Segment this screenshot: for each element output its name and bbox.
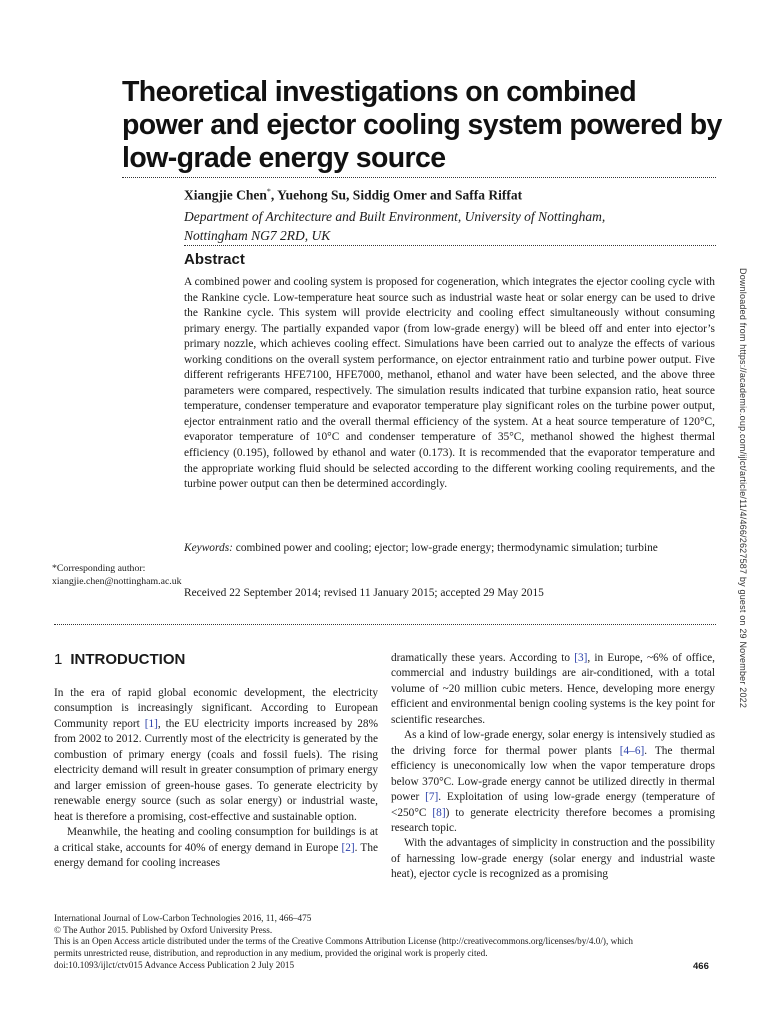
corresponding-label: *Corresponding author: [52, 563, 146, 574]
text-run: dramatically these years. According to [391, 652, 575, 664]
text-run: Meanwhile, the heating and cooling consumption for buildings is at a critical stake, accounts for 40% of energy demand in Europe [54, 826, 378, 854]
citation-link[interactable]: [7] [425, 791, 439, 804]
page-footer [54, 913, 714, 972]
text-run: ) to generate electricity therefore becomes a promising research topic. [391, 806, 715, 834]
title-divider [122, 177, 716, 178]
text-run: As a kind of low-grade energy, solar energy is intensively studied as the driving force for thermal power plants [391, 729, 715, 757]
corresponding-mark: * [266, 187, 271, 196]
abstract-text: A combined power and cooling system is proposed for cogeneration, which integrates the ejector cooling cycle with the Rankine cycle. Low-temperature heat source such as industrial waste heat or solar energy can be used to drive the Rankine cycle. This system will provide electricity and cooling effect simultaneously without consuming primary energy. The partially expanded vapor (from low-grade energy) will be bleed off and enter into ejector’s primary nozzle, which achieves cooling effect. Simulations have been carried out to analyze the effects of various working conditions on the overall system performance, on ejector entrainment ratio and turbine power output. Five different refrigerants HFE7100, HFE7000, methanol, ethanol and water have been selected, and the above three parameters were compared, respectively. The simulation results indicated that turbine expansion ratio, heat source temperature, condenser temperature and evaporator temperature play significant roles on the turbine power output, ejector entrainment ratio and the overall thermal efficiency of the system. At a heat source temperature of 120°C, evaporator temperature of 10°C and condenser temperature of 35°C, methanol showed the highest thermal efficiency (0.195), followed by ethanol and water (0.173). It is recommended that the evaporator temperature and the appropriate working fluid should be selected according to the different working cooling requirements, and the turbine power output can then be determined accordingly. [184, 276, 715, 491]
section-number: 1 [54, 651, 63, 668]
paragraph [54, 686, 378, 825]
affiliation [184, 207, 605, 245]
text-run: . The energy demand for cooling increases [54, 841, 378, 869]
keywords-text: combined power and cooling; ejector; low-grade energy; thermodynamic simulation; turbine [232, 542, 658, 554]
article-title: Theoretical investigations on combined power and ejector cooling system powered by low-grade energy source [122, 76, 722, 174]
journal-citation: International Journal of Low-Carbon Technologies 2016, 11, 466–475 [54, 913, 312, 923]
section-title: INTRODUCTION [70, 651, 186, 668]
corresponding-author-note [52, 562, 182, 588]
body-column-left [54, 686, 378, 871]
text-run: , the EU electricity imports increased by 28% from 2002 to 2012. Currently most of the electricity is generated by the combustion of primary energy (coals and fossil fuels). The rising electricity demand will result in greater consumption of primary energy and larger emission of green-house gases. To generate electricity by renewable energy source (such as solar energy) or industrial waste, heat is therefore a promising, cost-effective and sustainable option. [54, 717, 378, 823]
text-run: . The thermal efficiency is uneconomically low when the vapor temperature drops below 370°C. Low-grade energy cannot be utilized directly in thermal power [391, 744, 716, 804]
affiliation-line-2: Nottingham NG7 2RD, UK [184, 228, 331, 243]
citation-link[interactable]: [1] [144, 717, 158, 730]
text-run: . Exploitation of using low-grade energy (temperature of <250°C [391, 791, 715, 819]
body-column-right [391, 651, 715, 883]
abstract-heading: Abstract [184, 251, 245, 268]
citation-link[interactable]: [2] [341, 841, 355, 854]
first-author[interactable]: Xiangjie Chen [184, 187, 267, 203]
affiliation-divider [184, 245, 716, 246]
corresponding-email[interactable]: xiangjie.chen@nottingham.ac.uk [52, 576, 182, 587]
license-line-1[interactable]: This is an Open Access article distributed under the terms of the Creative Commons Attribution License (http://creativecommons.org/licenses/by/4.0/), which [54, 936, 634, 947]
paragraph [391, 728, 715, 836]
paragraph [391, 836, 715, 882]
front-matter-divider [54, 624, 716, 625]
section-heading [54, 651, 185, 668]
license-line-2: permits unrestricted reuse, distribution, and reproduction in any medium, provided the original work is properly cited. [54, 948, 488, 959]
citation-link[interactable]: [4–6] [619, 744, 645, 757]
paragraph [391, 651, 715, 728]
text-run: In the era of rapid global economic development, the electricity consumption is increasingly significant. According to European Community report [54, 687, 378, 730]
keywords-label: Keywords: [184, 542, 233, 554]
doi-line[interactable]: doi:10.1093/ijlct/ctv015 Advance Access Publication 2 July 2015 [54, 959, 295, 970]
affiliation-line-1: Department of Architecture and Built Environment, University of Nottingham, [184, 209, 606, 224]
other-authors: , Yuehong Su, Siddig Omer and Saffa Riffat [270, 187, 523, 203]
author-list [184, 187, 522, 204]
download-watermark: Downloaded from https://academic.oup.com/ijlct/article/11/4/466/2627587 by guest on 29 November 2022 [738, 268, 748, 709]
citation-link[interactable]: [8] [432, 806, 446, 819]
paragraph [54, 825, 378, 871]
keywords [184, 541, 715, 557]
text-run: With the advantages of simplicity in construction and the possibility of harnessing low-grade energy (solar energy and industrial waste heat), ejector cycle is recognized as a promising [391, 837, 715, 881]
text-run: , in Europe, ~6% of office, commercial and industry buildings are air-conditioned, with a total volume of ~20 million cubic meters. Hence, developing more energy efficient and environmental benign cooling systems is the key point for scientific researches. [391, 652, 715, 726]
citation-link[interactable]: [3] [574, 652, 588, 664]
copyright-line: © The Author 2015. Published by Oxford University Press. [54, 924, 273, 935]
received-dates: Received 22 September 2014; revised 11 January 2015; accepted 29 May 2015 [184, 587, 544, 599]
page-number: 466 [693, 961, 709, 972]
